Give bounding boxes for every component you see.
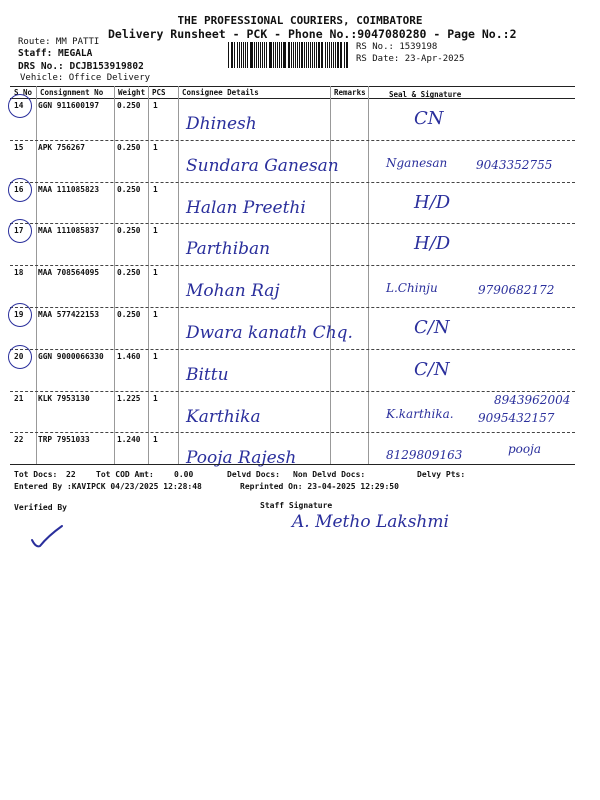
row-seal-handwritten: CN — [414, 108, 444, 129]
row-seal-handwritten: C/N — [414, 358, 450, 380]
verified-check-mark — [28, 522, 68, 552]
row-divider — [10, 265, 575, 266]
row-sno: 21 — [14, 393, 24, 403]
row-pcs: 1 — [153, 101, 158, 110]
row-sno: 19 — [14, 310, 24, 319]
row-weight: 0.250 — [117, 101, 141, 110]
row-weight: 0.250 — [117, 184, 141, 194]
row-consignee-handwritten: Pooja Rajesh — [186, 448, 297, 469]
row-sno: 22 — [14, 435, 24, 445]
row-consignment-no: MAA 577422153 — [38, 310, 100, 319]
row-seal-handwritten: H/D — [414, 233, 451, 255]
staff-text: Staff: MEGALA — [18, 48, 93, 59]
row-pcs: 1 — [153, 310, 158, 319]
row-pcs: 1 — [153, 184, 158, 194]
row-divider — [10, 140, 575, 141]
row-divider — [10, 223, 575, 224]
row-sno: 20 — [14, 351, 24, 361]
row-consignment-no: TRP 7951033 — [38, 435, 90, 445]
row-consignment-no: MAA 111085837 — [38, 226, 100, 236]
row-weight: 0.250 — [117, 226, 141, 236]
row-seal-handwritten: 8129809163 — [386, 448, 463, 463]
route-text: Route: MM PATTI — [18, 37, 100, 47]
staff-signature-handwritten: A. Metho Lakshmi — [292, 512, 449, 532]
row-sno: 14 — [14, 101, 24, 110]
barcode-image — [228, 42, 350, 68]
row-circle-mark — [8, 219, 32, 243]
row-consignee-handwritten: Halan Preethi — [186, 197, 306, 218]
row-consignment-no: KLK 7953130 — [38, 393, 90, 403]
row-pcs: 1 — [153, 351, 158, 361]
row-circle-mark — [8, 94, 32, 118]
row-divider — [10, 349, 575, 350]
row-consignee-handwritten: Dwara kanath Chq. — [186, 323, 353, 343]
row-phone-handwritten: 8943962004 — [494, 392, 571, 407]
rs-date-text: RS Date: 23-Apr-2025 — [356, 54, 465, 64]
row-weight: 1.225 — [117, 393, 141, 403]
row-pcs: 1 — [153, 142, 158, 152]
row-consignee-handwritten: Sundara Ganesan — [186, 155, 339, 176]
delvd-docs-label: Delvd Docs: — [227, 470, 280, 479]
row-phone-handwritten: 9043352755 — [476, 157, 553, 172]
row-seal-handwritten: Nganesan — [386, 155, 448, 170]
row-sno: 16 — [14, 184, 24, 194]
drs-no-text: DRS No.: DCJB153919802 — [18, 61, 144, 72]
row-pcs: 1 — [153, 226, 158, 236]
row-divider — [10, 182, 575, 183]
row-consignee-handwritten: Parthiban — [186, 239, 271, 260]
row-weight: 0.250 — [117, 310, 141, 319]
row-consignment-no: GGN 9000066330 — [38, 351, 104, 361]
row-weight: 1.460 — [117, 351, 141, 361]
row-pcs: 1 — [153, 393, 158, 403]
company-title: THE PROFESSIONAL COURIERS, COIMBATORE — [177, 14, 423, 27]
row-sno: 15 — [14, 142, 24, 152]
row-divider — [10, 391, 575, 392]
row-consignee-handwritten: Bittu — [186, 364, 229, 385]
row-circle-mark — [8, 178, 32, 202]
col-seal: Seal & Signature — [389, 90, 462, 99]
entered-by-text: Entered By :KAVIPCK 04/23/2025 12:28:48 — [14, 482, 202, 491]
row-consignment-no: APK 756267 — [38, 142, 85, 152]
row-divider — [10, 307, 575, 308]
row-phone2-handwritten: 9095432157 — [478, 410, 555, 425]
tot-docs-value: 22 — [66, 470, 76, 479]
row-pcs: 1 — [153, 268, 158, 278]
row-consignee-handwritten: Mohan Raj — [186, 281, 280, 302]
row-weight: 0.250 — [117, 142, 141, 152]
row-weight: 1.240 — [117, 435, 141, 445]
row-divider — [10, 432, 575, 433]
col-consignee: Consignee Details — [182, 88, 259, 97]
row-consignee-handwritten: Dhinesh — [186, 114, 257, 134]
row-seal-handwritten: L.Chinju — [386, 281, 438, 296]
col-consignment: Consignment No — [40, 88, 104, 97]
rs-no-text: RS No.: 1539198 — [356, 42, 438, 52]
row-phone-handwritten: 9790682172 — [478, 283, 555, 298]
row-seal-handwritten: K.karthika. — [386, 406, 454, 421]
row-consignment-no: MAA 111085823 — [38, 184, 100, 194]
staff-signature-label: Staff Signature — [260, 501, 333, 510]
row-weight: 0.250 — [117, 268, 141, 278]
row-phone-handwritten: pooja — [508, 442, 542, 457]
row-consignment-no: GGN 911600197 — [38, 101, 100, 110]
row-pcs: 1 — [153, 435, 158, 445]
row-circle-mark — [8, 345, 32, 369]
col-pcs: PCS — [152, 88, 166, 97]
row-sno: 18 — [14, 268, 24, 278]
tot-docs-label: Tot Docs: — [14, 470, 58, 479]
col-remarks: Remarks — [334, 88, 366, 97]
vehicle-text: Vehicle: Office Delivery — [20, 73, 151, 83]
row-seal-handwritten: H/D — [414, 191, 451, 213]
runsheet-title: Delivery Runsheet - PCK - Phone No.:9047080280 - Page No.:2 — [108, 27, 517, 41]
row-seal-handwritten: C/N — [414, 317, 450, 338]
non-delvd-docs-label: Non Delvd Docs: — [293, 470, 366, 479]
verified-by-label: Verified By — [14, 503, 67, 512]
row-sno: 17 — [14, 226, 24, 236]
cod-value: 0.00 — [174, 470, 194, 479]
cod-label: Tot COD Amt: — [96, 470, 154, 479]
reprinted-on-text: Reprinted On: 23-04-2025 12:29:50 — [240, 482, 399, 491]
col-sno: S No — [14, 88, 33, 97]
row-consignment-no: MAA 708564095 — [38, 268, 100, 278]
row-circle-mark — [8, 303, 32, 327]
col-weight: Weight — [118, 88, 146, 97]
delvy-pts-label: Delvy Pts: — [417, 470, 466, 479]
row-consignee-handwritten: Karthika — [186, 406, 261, 427]
